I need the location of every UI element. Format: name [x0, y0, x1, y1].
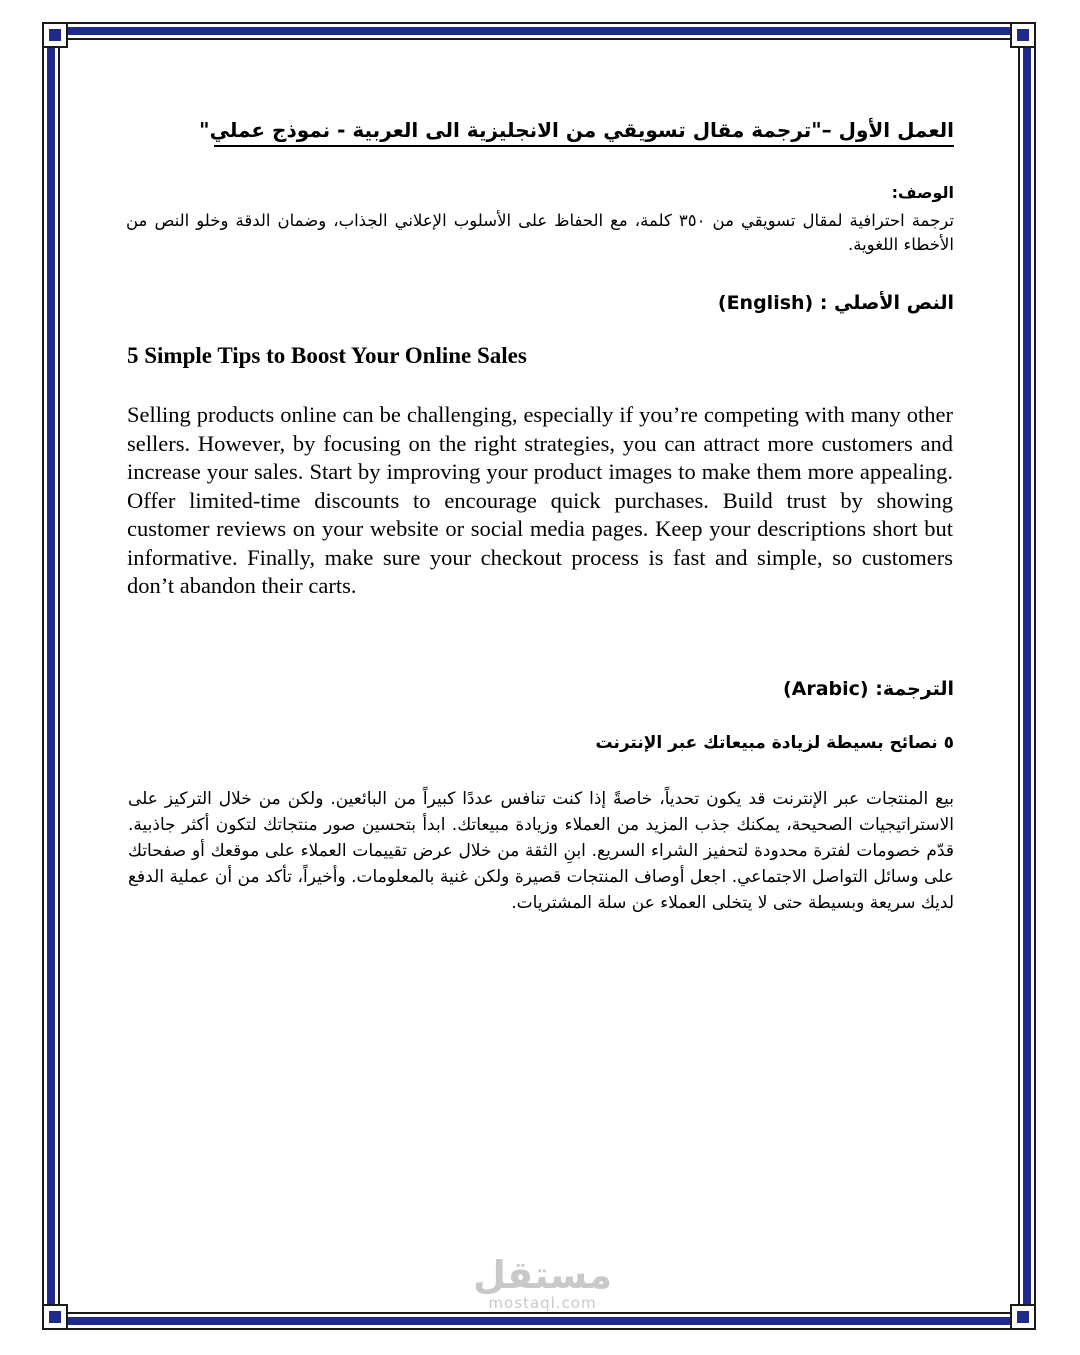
document-title: العمل الأول –"ترجمة مقال تسويقي من الانجليزية الى العربية - نموذج عملي" — [214, 118, 954, 147]
border-corner-ornament — [1010, 1304, 1036, 1330]
arabic-article-title: ٥ نصائح بسيطة لزيادة مبيعاتك عبر الإنترنت — [595, 733, 954, 753]
border-corner-ornament — [42, 1304, 68, 1330]
original-text-label: النص الأصلي : (English) — [717, 292, 954, 314]
watermark-arabic: مستقل — [473, 1253, 612, 1297]
description-label: الوصف: — [891, 183, 954, 202]
watermark-latin: mostaql.com — [488, 1294, 597, 1312]
border-corner-ornament — [42, 22, 68, 48]
english-article-title: 5 Simple Tips to Boost Your Online Sales — [127, 343, 527, 368]
border-corner-ornament — [1010, 22, 1036, 48]
arabic-article-body: بيع المنتجات عبر الإنترنت قد يكون تحدياً، خاصةً إذا كنت تنافس عددًا كبيراً من البائعين. ولكن من خلال التركيز على الاستراتيجيات الصحيحة، يمكنك جذب المزيد من العملاء وزيادة مبيعاتك. ابدأ بتحسين صور منتجاتك لتكون أكثر جاذبية. قدّم خصومات لفترة محدودة لتحفيز الشراء السريع. ابنِ الثقة من خلال عرض تقييمات العملاء على موقعك أو صفحاتك على وسائل التواصل الاجتماعي. اجعل أوصاف المنتجات قصيرة ولكن غنية بالمعلومات. وأخيراً، تأكد من أن عملية الدفع لديك سريعة وبسيطة حتى لا يتخلى العملاء عن سلة المشتريات. — [128, 789, 954, 913]
translation-label: الترجمة: (Arabic) — [782, 678, 954, 700]
description-text: ترجمة احترافية لمقال تسويقي من ٣٥٠ كلمة، مع الحفاظ على الأسلوب الإعلاني الجذاب، وضمان الدقة وخلو النص من الأخطاء اللغوية. — [126, 211, 954, 254]
english-article-body: Selling products online can be challenging, especially if you’re competing with many other sellers. However, by focusing on the right strategies, you can attract more customers and increase your sales. Start by improving your product images to make them more appealing. Offer limited-time discounts to encourage quick purchases. Build trust by showing customer reviews on your website or social media pages. Keep your descriptions short but informative. Finally, make sure your checkout process is fast and simple, so customers don’t abandon their carts. — [127, 402, 953, 598]
mostaql-watermark — [470, 1255, 615, 1311]
